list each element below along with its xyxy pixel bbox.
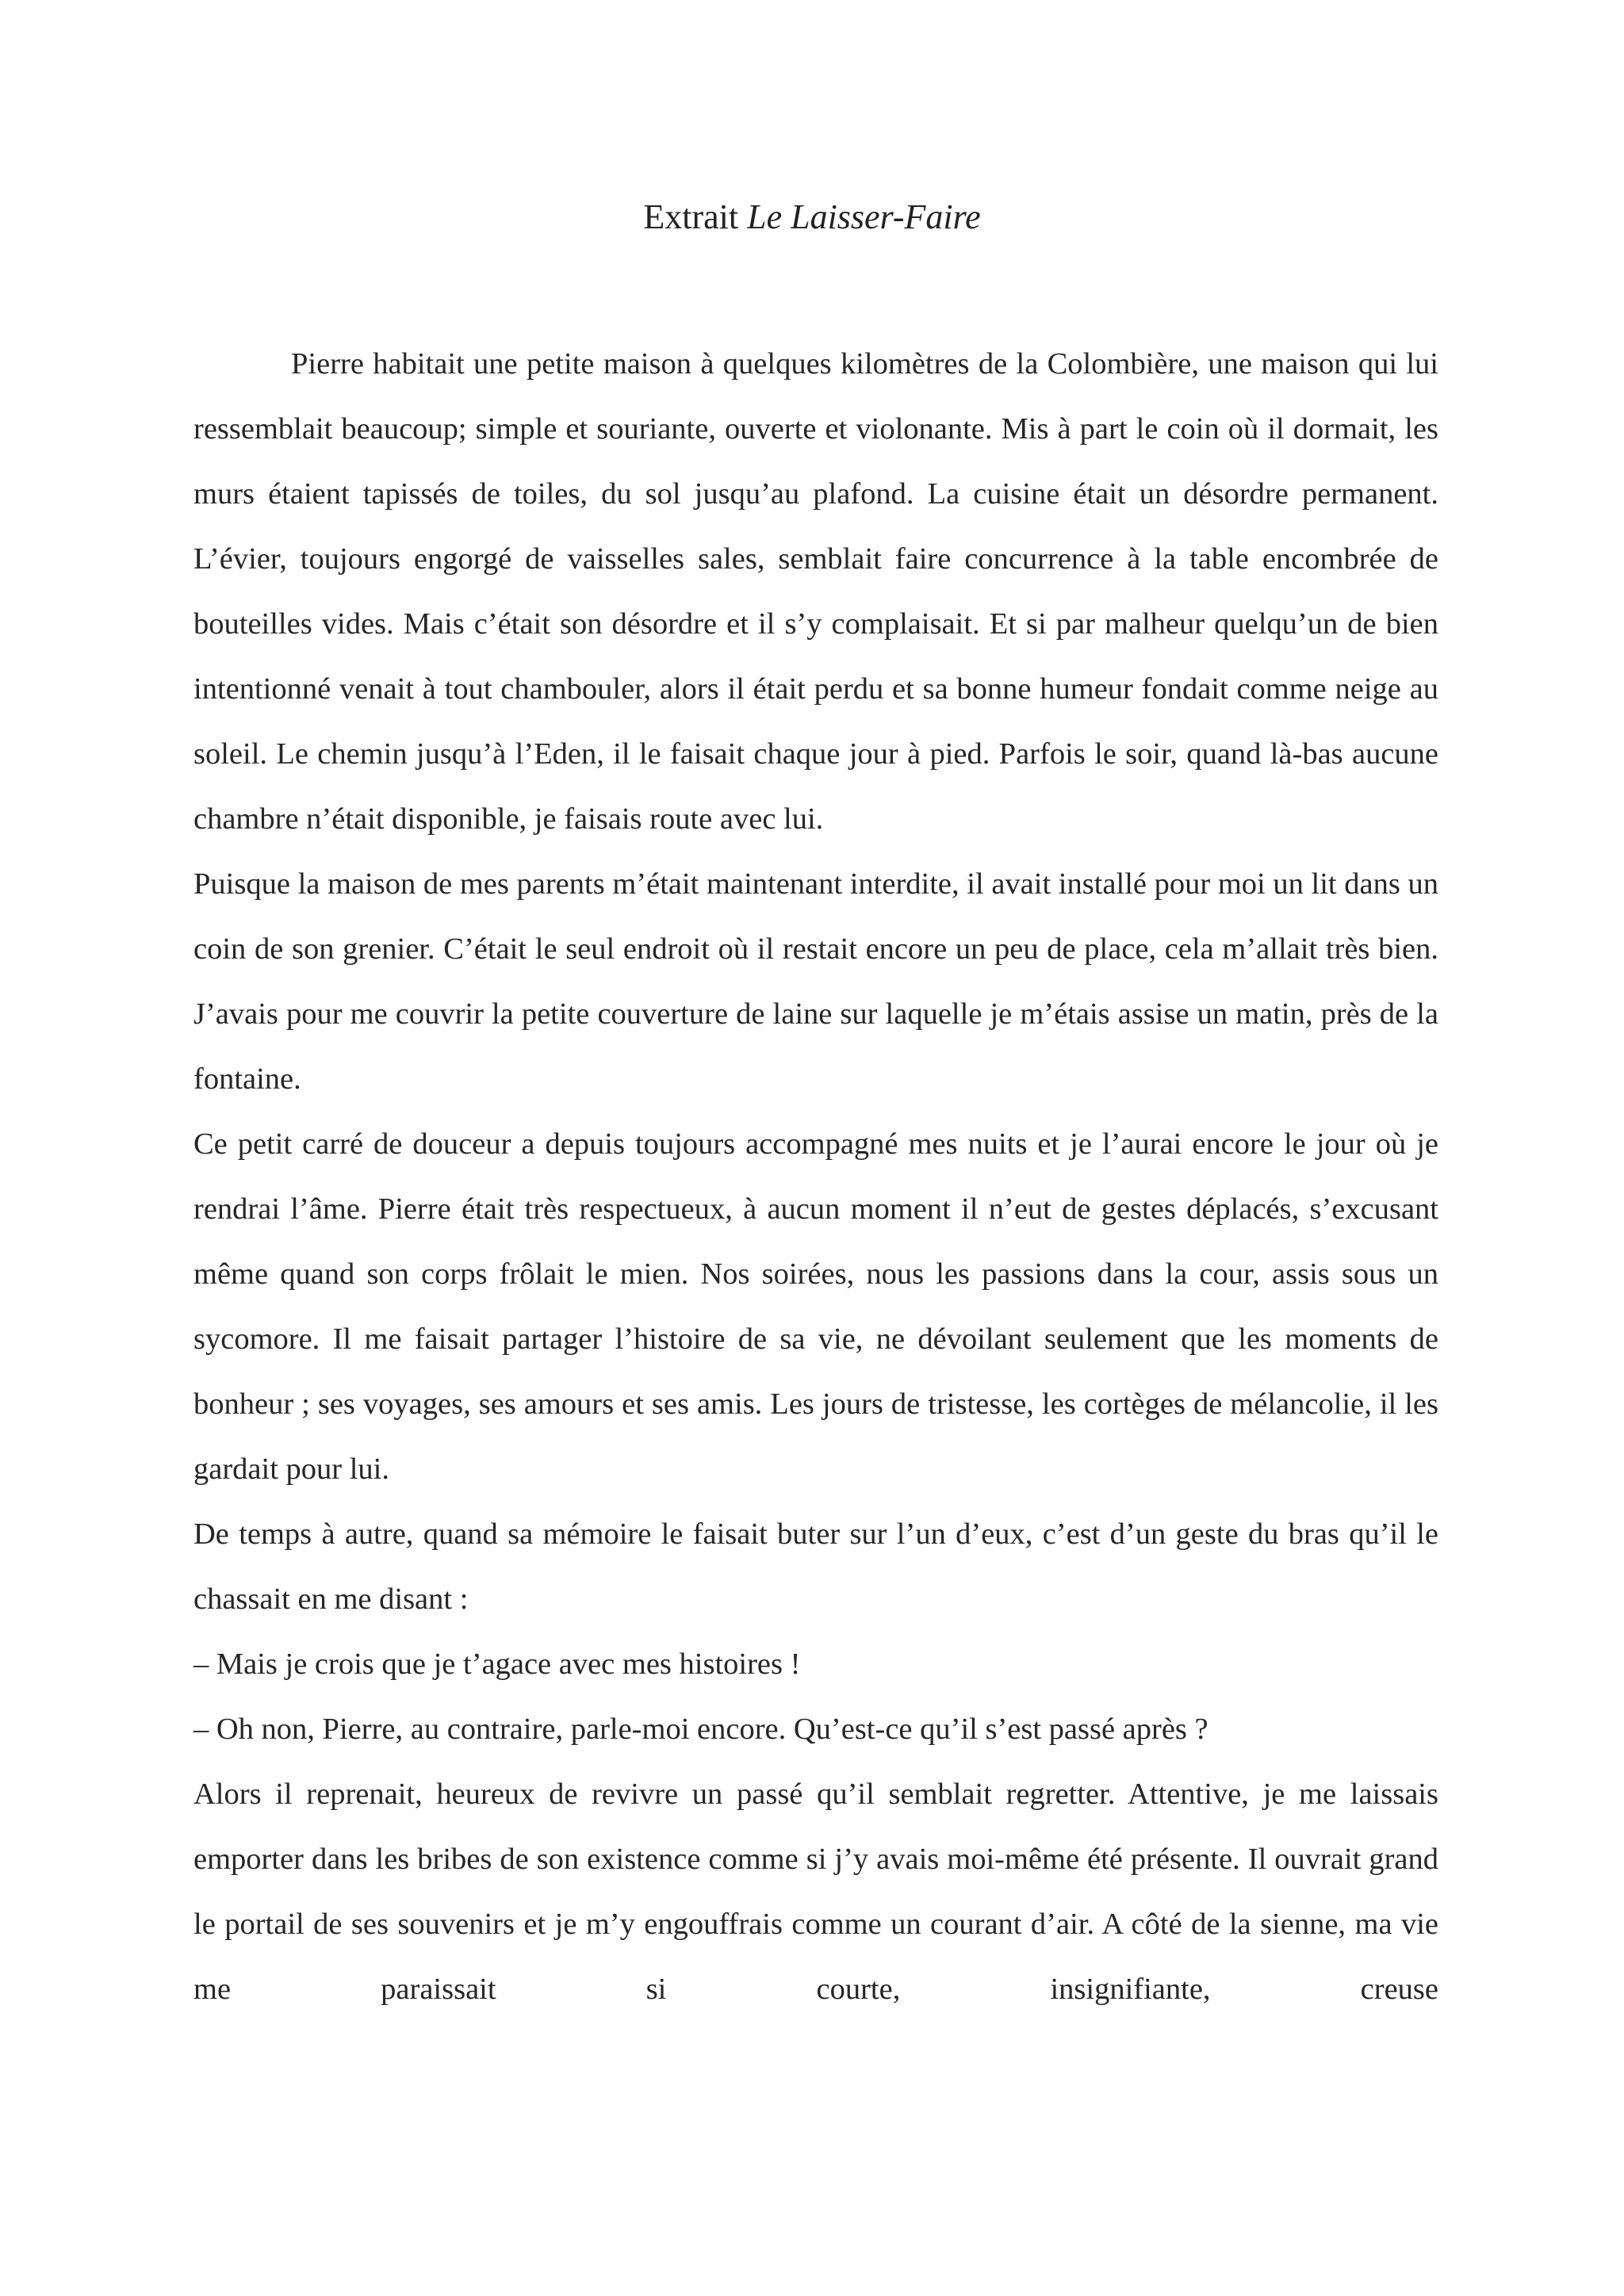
paragraph: De temps à autre, quand sa mémoire le faisait buter sur l’un d’eux, c’est d’un geste du bras qu’il le chassait en me disant : — [193, 1517, 1438, 1616]
paragraph: Alors il reprenait, heureux de revivre un passé qu’il semblait regretter. Attentive, je me laissais emporter dans les bribes de son existence comme si j’y avais moi-même été présente. Il ouvrait grand le portail de ses souvenirs et je m’y engouffrais comme un courant d’air. A côté de la sienne, ma vie me paraissait si courte, insignifiante, creuse — [193, 1777, 1438, 2006]
paragraph: Puisque la maison de mes parents m’était maintenant interdite, il avait installé pour moi un lit dans un coin de son grenier. C’était le seul endroit où il restait encore un peu de place, cela m’allait très bien. J’avais pour me couvrir la petite couverture de laine sur laquelle je m’étais assise un matin, près de la fontaine. — [193, 867, 1438, 1096]
title-book-name: Le Laisser-Faire — [747, 197, 981, 236]
paragraph: Pierre habitait une petite maison à quelques kilomètres de la Colombière, une maison qui lui ressemblait beaucoup; simple et souriante, ouverte et violonante. Mis à part le coin où il dormait, les murs étaient tapissés de toiles, du sol jusqu’au plafond. La cuisine était un désordre permanent. L’évier, toujours engorgé de vaisselles sales, semblait faire concurrence à la table encombrée de bouteilles vides. Mais c’était son désordre et il s’y complaisait. Et si par malheur quelqu’un de bien intentionné venait à tout chambouler, alors il était perdu et sa bonne humeur fondait comme neige au soleil. Le chemin jusqu’à l’Eden, il le faisait chaque jour à pied. Parfois le soir, quand là-bas aucune chambre n’était disponible, je faisais route avec lui. — [193, 347, 1438, 836]
page-title — [0, 193, 1624, 241]
title-prefix: Extrait — [643, 197, 739, 236]
paragraph: Ce petit carré de douceur a depuis toujours accompagné mes nuits et je l’aurai encore le jour où je rendrai l’âme. Pierre était très respectueux, à aucun moment il n’eut de gestes déplacés, s’excusant même quand son corps frôlait le mien. Nos soirées, nous les passions dans la cour, assis sous un sycomore. Il me faisait partager l’histoire de sa vie, ne dévoilant seulement que les moments de bonheur ; ses voyages, ses amours et ses amis. Les jours de tristesse, les cortèges de mélancolie, il les gardait pour lui. — [193, 1127, 1438, 1486]
body-text — [193, 331, 1438, 2022]
dialogue-line: – Mais je crois que je t’agace avec mes histoires ! — [193, 1647, 801, 1681]
dialogue-line: – Oh non, Pierre, au contraire, parle-moi encore. Qu’est-ce qu’il s’est passé après ? — [193, 1712, 1208, 1746]
